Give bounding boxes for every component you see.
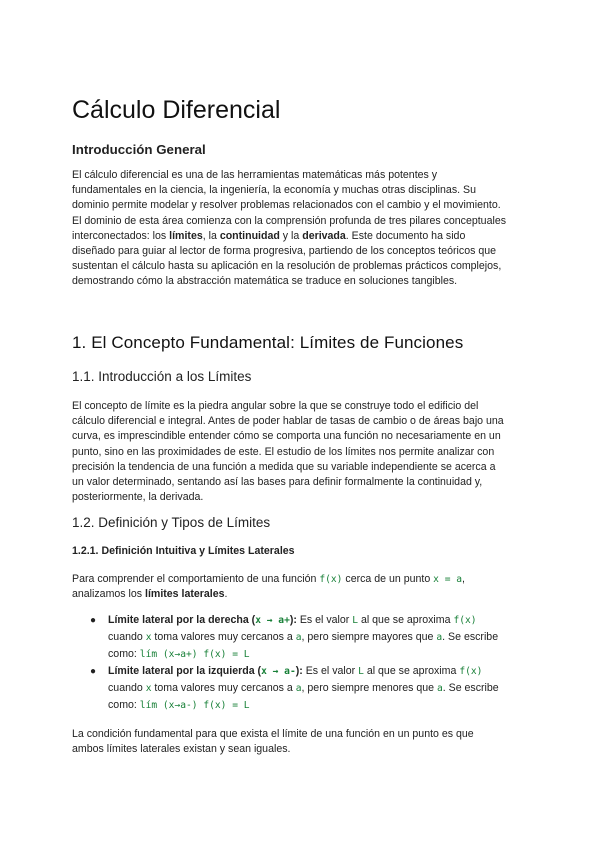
intro-line: El cálculo diferencial es una de las herramientas matemáticas más potentes y: [72, 169, 438, 181]
intro-paragraph: [72, 168, 534, 290]
list-item-right-limit: ● Límite lateral por la derecha (x → a+): Es el valor L al que se aproxima f(x) cuando x toma valores muy cercanos a a, pero siempre mayores que a. Se escribe como: lím (x→a+) f(x) = L: [90, 614, 499, 660]
paragraph-line: analizamos los límites laterales.: [72, 588, 228, 601]
section-1-heading: 1. El Concepto Fundamental: Límites de Funciones: [72, 333, 464, 352]
formula-left-limit: lím (x→a-) f(x) = L: [139, 700, 250, 711]
section-1-2-heading: 1.2. Definición y Tipos de Límites: [72, 515, 271, 530]
intro-line: fundamentales en la ciencia, la ingeniería, la economía y muchas otras disciplinas. Su: [72, 184, 476, 197]
limits-intro-paragraph: [72, 399, 534, 505]
term-derivada: derivada: [302, 229, 346, 242]
code-x-eq-a: x = a: [433, 574, 463, 585]
lateral-limits-list: [72, 612, 542, 714]
paragraph-line: un valor determinado, sentando así las bases para definir formalmente la continuidad y,: [72, 476, 483, 489]
paragraph-line: precisión la tendencia de una función a medida que su variable independiente se acerca a: [72, 460, 496, 473]
closing-paragraph: [72, 727, 534, 757]
paragraph-line: curva, es imprescindible entender cómo se comporta una función no necesariamente en un: [72, 430, 501, 443]
lateral-limits-intro: [72, 572, 534, 602]
intro-line-pillars: interconectados: los límites, la continuidad y la derivada. Este documento ha sido: [72, 229, 466, 242]
document-title: Cálculo Diferencial: [72, 96, 281, 124]
intro-heading: Introducción General: [72, 142, 206, 157]
code-fx: f(x): [319, 574, 343, 585]
intro-line: El dominio de esta área comienza con la comprensión profunda de tres pilares conceptuales: [72, 214, 507, 227]
paragraph-line: Para comprender el comportamiento de una función f(x) cerca de un punto x = a,: [72, 573, 465, 585]
formula-right-limit: lím (x→a+) f(x) = L: [139, 649, 250, 660]
section-1-1-heading: 1.1. Introducción a los Límites: [72, 369, 252, 384]
term-continuidad: continuidad: [219, 229, 280, 242]
paragraph-line: La condición fundamental para que exista el límite de una función en un punto es que: [72, 728, 474, 740]
intro-line: diseñado para guiar al lector de forma progresiva, partiendo de los conceptos teóricos que: [72, 245, 497, 258]
paragraph-line: punto, sino en las proximidades de este. El estudio de los límites nos permite analizar con: [72, 445, 495, 458]
intro-line: demostrando cómo la abstracción matemática se traduce en soluciones tangibles.: [72, 275, 458, 288]
paragraph-line: ambos límites laterales existan y sean iguales.: [72, 743, 291, 756]
intro-line: sustentan el cálculo hasta su aplicación en la resolución de problemas prácticos complejos,: [72, 260, 502, 273]
list-item-left-limit: ● Límite lateral por la izquierda (x → a-): Es el valor L al que se aproxima f(x) cuando x toma valores muy cercanos a a, pero siempre menores que a. Se escribe como: lím (x→a-) f(x) = L: [90, 665, 499, 711]
intro-line: dominio permite modelar y resolver problemas relacionados con el cambio y el movimiento.: [72, 199, 501, 212]
paragraph-line: cálculo diferencial e integral. Antes de poder hablar de tasas de cambio o de áreas bajo una: [72, 415, 504, 428]
bullet-dot-icon: ●: [90, 615, 97, 626]
term-limites: límites: [169, 229, 203, 242]
section-1-2-1-heading: 1.2.1. Definición Intuitiva y Límites Laterales: [72, 545, 295, 557]
paragraph-line: posteriormente, la derivada.: [72, 491, 204, 504]
bullet-dot-icon: ●: [90, 666, 97, 677]
paragraph-line: El concepto de límite es la piedra angular sobre la que se construye todo el edificio del: [72, 400, 479, 412]
